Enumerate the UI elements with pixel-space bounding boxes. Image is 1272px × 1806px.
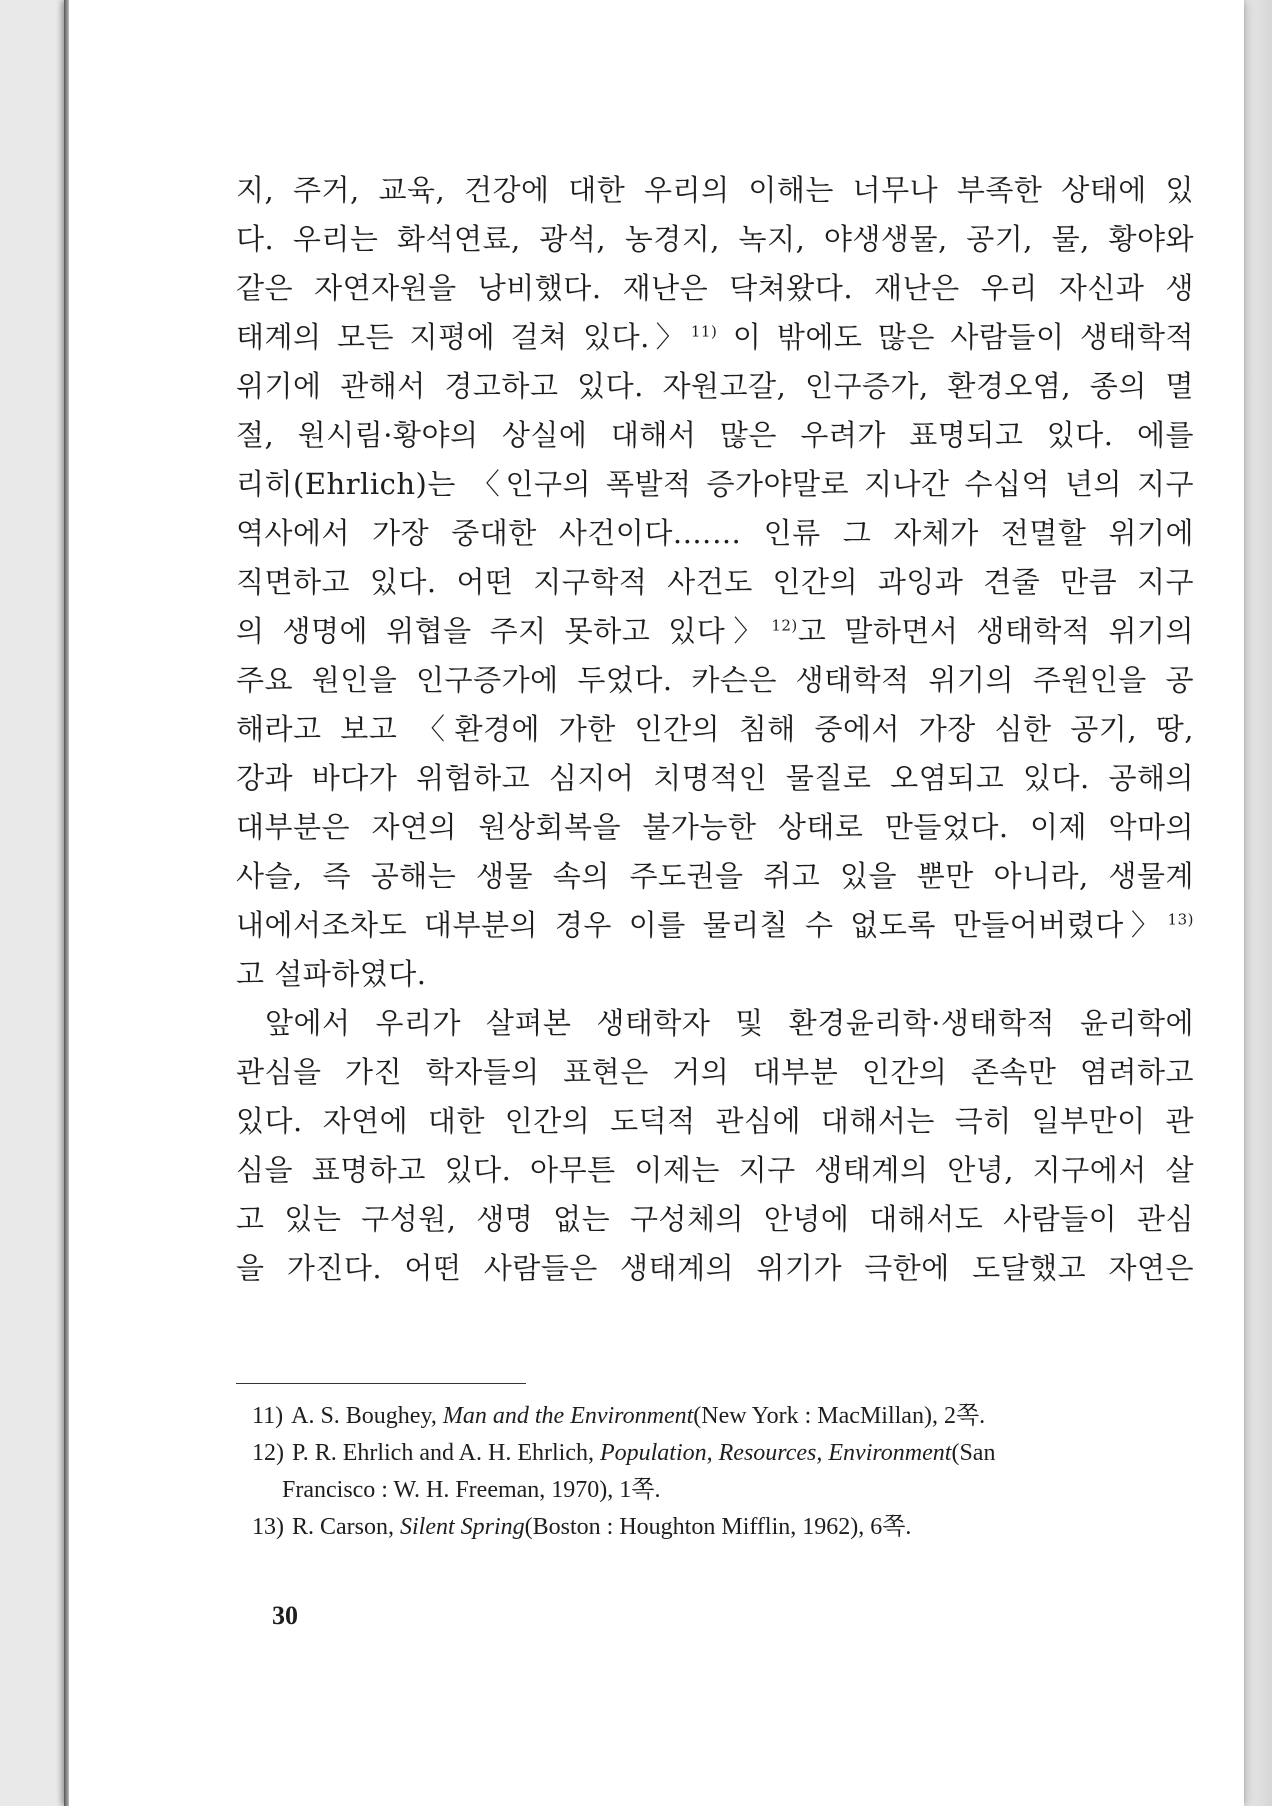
text-line bbox=[236, 901, 1194, 950]
footnote-ref: 13) bbox=[1167, 910, 1194, 929]
footnote-ref: 12) bbox=[771, 616, 798, 635]
text-line: 고 있는 구성원, 생명 없는 구성체의 안녕에 대해서도 사람들이 관심 bbox=[236, 1202, 1194, 1236]
text-line: 절, 원시림·황야의 상실에 대해서 많은 우려가 표명되고 있다. 에를 bbox=[236, 418, 1194, 452]
footnote-item bbox=[252, 1509, 1196, 1546]
footnote-item bbox=[252, 1435, 1196, 1472]
text-line: 관심을 가진 학자들의 표현은 거의 대부분 인간의 존속만 염려하고 bbox=[236, 1055, 1194, 1089]
footnote-ref: 11) bbox=[690, 322, 718, 341]
text-line: 강과 바다가 위험하고 심지어 치명적인 물질로 오염되고 있다. 공해의 bbox=[236, 761, 1194, 795]
page-binding-edge bbox=[64, 0, 69, 1806]
text-line: 앞에서 우리가 살펴본 생태학자 및 환경윤리학·생태학적 윤리학에 bbox=[265, 1006, 1194, 1040]
text-line: 주요 원인을 인구증가에 두었다. 카슨은 생태학적 위기의 주원인을 공 bbox=[236, 663, 1194, 697]
footnotes bbox=[252, 1398, 1196, 1546]
footnote-title: Population, Resources, Environment bbox=[599, 1440, 952, 1466]
text-line: 위기에 관해서 경고하고 있다. 자원고갈, 인구증가, 환경오염, 종의 멸 bbox=[236, 369, 1194, 403]
footnote-author: P. R. Ehrlich and A. H. Ehrlich, bbox=[292, 1440, 594, 1466]
text-line: 직면하고 있다. 어떤 지구학적 사건도 인간의 과잉과 견줄 만큼 지구 bbox=[236, 565, 1194, 599]
footnote-item bbox=[252, 1398, 1196, 1435]
text-line: 을 가진다. 어떤 사람들은 생태계의 위기가 극한에 도달했고 자연은 bbox=[236, 1251, 1194, 1285]
text-fragment: 의 생명에 위협을 주지 못하고 있다〉 bbox=[236, 614, 772, 648]
footnote-publisher: (Boston : Houghton Mifflin, 1962), 6쪽. bbox=[524, 1514, 912, 1540]
text-line: 같은 자연자원을 낭비했다. 재난은 닥쳐왔다. 재난은 우리 자신과 생 bbox=[236, 271, 1194, 305]
footnote-number: 12) bbox=[252, 1440, 284, 1466]
footnote-number: 11) bbox=[252, 1403, 284, 1429]
footnote-title: Silent Spring bbox=[400, 1514, 525, 1540]
text-line bbox=[236, 607, 1194, 656]
text-line: 지, 주거, 교육, 건강에 대한 우리의 이해는 너무나 부족한 상태에 있 bbox=[236, 173, 1194, 207]
text-line: 다. 우리는 화석연료, 광석, 농경지, 녹지, 야생생물, 공기, 물, 황야와 bbox=[236, 222, 1194, 256]
text-fragment: 태계의 모든 지평에 걸쳐 있다.〉 bbox=[236, 320, 691, 354]
footnote-publisher: (New York : MacMillan), 2쪽. bbox=[693, 1403, 986, 1429]
footnote-number: 13) bbox=[252, 1514, 284, 1540]
text-line: 해라고 보고 〈환경에 가한 인간의 침해 중에서 가장 심한 공기, 땅, bbox=[236, 712, 1194, 746]
book-page bbox=[64, 0, 1244, 1806]
page-shadow bbox=[1242, 0, 1272, 1806]
text-line bbox=[236, 313, 1194, 362]
footnote-continuation: Francisco : W. H. Freeman, 1970), 1쪽. bbox=[282, 1477, 661, 1503]
footnote-divider bbox=[236, 1383, 526, 1384]
page-number: 30 bbox=[272, 1601, 298, 1630]
footnote-author: R. Carson, bbox=[292, 1514, 394, 1540]
text-fragment: 고 말하면서 생태학적 위기의 bbox=[797, 614, 1194, 648]
text-line: 있다. 자연에 대한 인간의 도덕적 관심에 대해서는 극히 일부만이 관 bbox=[236, 1104, 1194, 1138]
footnote-publisher: (San bbox=[951, 1440, 996, 1466]
text-line: 사슬, 즉 공해는 생물 속의 주도권을 쥐고 있을 뿐만 아니라, 생물계 bbox=[236, 859, 1194, 893]
footnote-author: A. S. Boughey, bbox=[291, 1403, 437, 1429]
text-fragment: 이 밖에도 많은 사람들이 생태학적 bbox=[732, 320, 1194, 354]
text-line: 고 설파하였다. bbox=[236, 957, 427, 991]
text-line: 리히(Ehrlich)는 〈인구의 폭발적 증가야말로 지나간 수십억 년의 지구 bbox=[236, 467, 1194, 501]
body-text bbox=[236, 166, 1194, 1293]
text-fragment: 내에서조차도 대부분의 경우 이를 물리칠 수 없도록 만들어버렸다〉 bbox=[236, 908, 1168, 942]
footnote-title: Man and the Environment bbox=[442, 1403, 694, 1429]
text-line: 역사에서 가장 중대한 사건이다.…… 인류 그 자체가 전멸할 위기에 bbox=[236, 516, 1194, 550]
text-line: 대부분은 자연의 원상회복을 불가능한 상태로 만들었다. 이제 악마의 bbox=[236, 810, 1194, 844]
text-line: 심을 표명하고 있다. 아무튼 이제는 지구 생태계의 안녕, 지구에서 살 bbox=[236, 1153, 1194, 1187]
